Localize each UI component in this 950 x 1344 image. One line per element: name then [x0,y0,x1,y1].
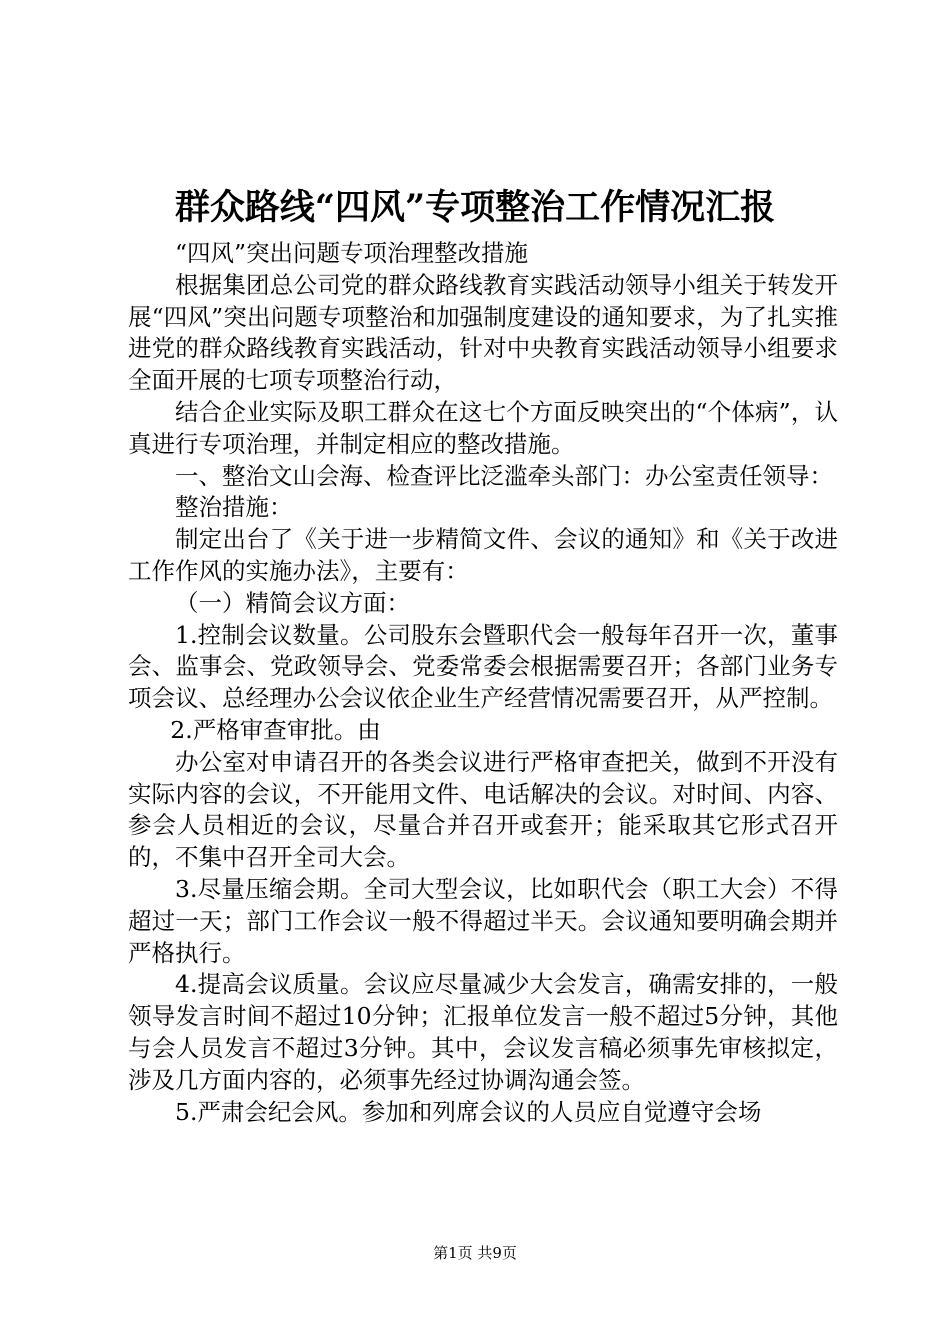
paragraph: 5.严肃会纪会风。参加和列席会议的人员应自觉遵守会场 [175,1097,762,1126]
paragraph: 结合企业实际及职工群众在这七个方面反映突出的“个体病”，认真进行专项治理，并制定相应的整改措施。 [128,397,838,458]
paragraph: “四风”突出问题专项治理整改措施 [175,239,529,267]
paragraph: 办公室对申请召开的各类会议进行严格审查把关，做到不开没有实际内容的会议，不开能用文件、电话解决的会议。对时间、内容、参会人员相近的会议，尽量合并召开或套开；能采取其它形式召开的，不集中召开全司大会。 [128,747,838,872]
paragraph: 根据集团总公司党的群众路线教育实践活动领导小组关于转发开展“四风”突出问题专项整治和加强制度建设的通知要求，为了扎实推进党的群众路线教育实践活动，针对中央教育实践活动领导小组要求全面开展的七项专项整治行动， [128,270,838,395]
paragraph: 4.提高会议质量。会议应尽量减少大会发言，确需安排的，一般领导发言时间不超过10分钟；汇报单位发言一般不超过5分钟，其他与会人员发言不超过3分钟。其中，会议发言稿必须事先审核拟定，涉及几方面内容的，必须事先经过协调沟通会签。 [128,970,838,1094]
paragraph: 2.严格审查审批。由 [170,715,381,744]
paragraph: 3.尽量压缩会期。全司大型会议，比如职代会（职工大会）不得超过一天；部门工作会议一般不得超过半天。会议通知要明确会期并严格执行。 [128,874,838,967]
page-number-footer: 第1页 共9页 [433,1244,517,1262]
paragraph: 整治措施： [175,493,293,522]
document-title: 群众路线“四风”专项整治工作情况汇报 [174,187,776,228]
paragraph: 一、整治文山会海、检查评比泛滥牵头部门：办公室责任领导： [175,461,833,490]
document-body [128,238,838,1128]
paragraph: 1.控制会议数量。公司股东会暨职代会一般每年召开一次，董事会、监事会、党政领导会、党委常委会根据需要召开；各部门业务专项会议、总经理办公会议依企业生产经营情况需要召开，从严控制。 [128,620,838,713]
paragraph: 制定出台了《关于进一步精简文件、会议的通知》和《关于改进工作作风的实施办法》，主要有： [128,525,838,585]
paragraph: （一）精简会议方面： [175,588,410,617]
